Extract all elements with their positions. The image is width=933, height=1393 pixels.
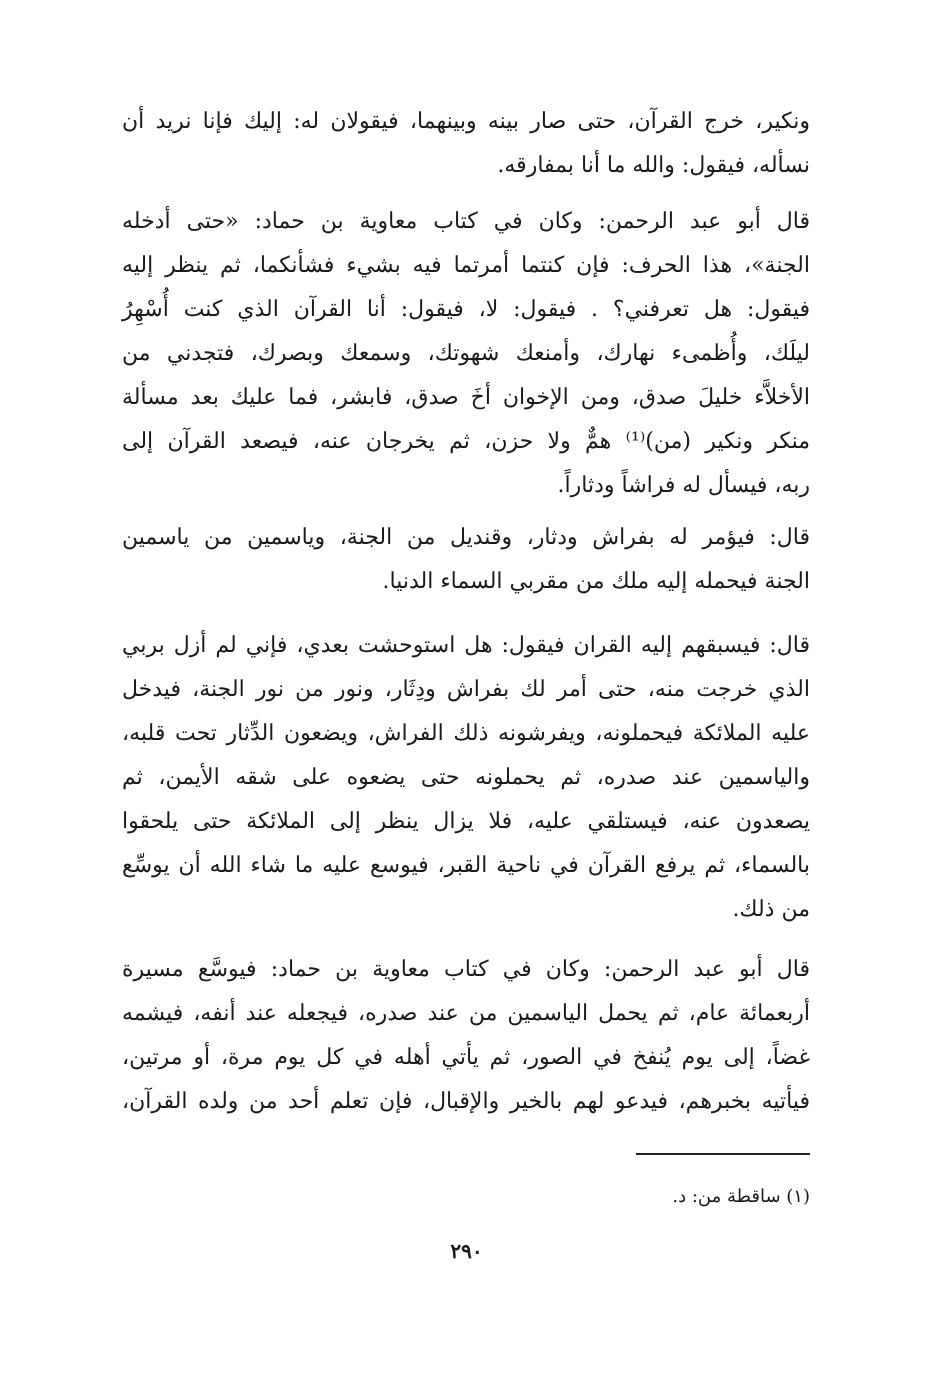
- text-line: الأخلاَّء خليلَ صدق، ومن الإخوان أخَ صدق، فابشر، فما عليك بعد مسألة: [122, 385, 810, 410]
- paragraph-1: [122, 100, 810, 188]
- text-line: قال أبو عبد الرحمن: وكان في كتاب معاوية بن حماد: «حتى أدخله: [122, 209, 810, 234]
- text-line: ربه، فيسأل له فراشاً ودثاراً.: [557, 473, 810, 498]
- text-line: بالسماء، ثم يرفع القرآن في ناحية القبر، فيوسع عليه ما شاء الله أن يوسِّع: [122, 853, 810, 878]
- text-line: الجنة»، هذا الحرف: فإن كنتما أمرتما فيه بشيء فشأنكما، ثم ينظر إليه: [122, 253, 810, 278]
- text-line: ونكير، خرج القرآن، حتى صار بينه وبينهما، فيقولان له: إليك فإنا نريد أن: [122, 109, 810, 134]
- paragraph-2: [122, 200, 810, 508]
- text-line: قال أبو عبد الرحمن: وكان في كتاب معاوية بن حماد: فيوسَّع مسيرة: [122, 957, 810, 982]
- text-line: ليلَك، وأُظمىء نهارك، وأمنعك شهوتك، وسمعك وبصرك، فتجدني من: [122, 341, 810, 366]
- text-line: غضاً، إلى يوم يُنفخ في الصور، ثم يأتي أهله في كل يوم مرة، أو مرتين،: [122, 1045, 810, 1070]
- text-line: من ذلك.: [732, 897, 810, 922]
- text-line: الجنة فيحمله إليه ملك من مقربي السماء الدنيا.: [382, 569, 810, 594]
- paragraph-5: [122, 948, 810, 1124]
- text-line: فيقول: هل تعرفني؟ . فيقول: لا، فيقول: أنا القرآن الذي كنت أُسْهِرُ: [122, 297, 810, 322]
- footnote-divider: [636, 1153, 810, 1155]
- text-line: منكر ونكير (من)⁽¹⁾ همٌّ ولا حزن، ثم يخرجان عنه، فيصعد القرآن إلى: [122, 429, 810, 454]
- text-line: نسأله، فيقول: والله ما أنا بمفارقه.: [497, 153, 810, 178]
- text-line: فيأتيه بخبرهم، فيدعو لهم بالخير والإقبال، فإن تعلم أحد من ولده القرآن،: [122, 1089, 810, 1114]
- page-number: ٢٩٠: [450, 1239, 483, 1263]
- paragraph-4: [122, 624, 810, 932]
- text-line: قال: فيؤمر له بفراش ودثار، وقنديل من الجنة، وياسمين من ياسمين: [122, 525, 810, 550]
- text-line: أربعمائة عام، ثم يحمل الياسمين من عند صدره، فيجعله عند أنفه، فيشمه: [122, 1001, 810, 1026]
- text-line: قال: فيسبقهم إليه القران فيقول: هل استوحشت بعدي، فإني لم أزل بربي: [122, 633, 810, 658]
- text-line: يصعدون عنه، فيستلقي عليه، فلا يزال ينظر إلى الملائكة حتى يلحقوا: [122, 809, 810, 834]
- footnote: (١) ساقطة من: د.: [672, 1186, 810, 1207]
- text-line: عليه الملائكة فيحملونه، ويفرشونه ذلك الفراش، ويضعون الدِّثار تحت قلبه،: [122, 721, 810, 746]
- text-line: والياسمين عند صدره، ثم يحملونه حتى يضعوه على شقه الأيمن، ثم: [122, 765, 810, 790]
- paragraph-3: [122, 516, 810, 604]
- text-line: الذي خرجت منه، حتى أمر لك بفراش ودِثَار، ونور من نور الجنة، فيدخل: [122, 677, 810, 702]
